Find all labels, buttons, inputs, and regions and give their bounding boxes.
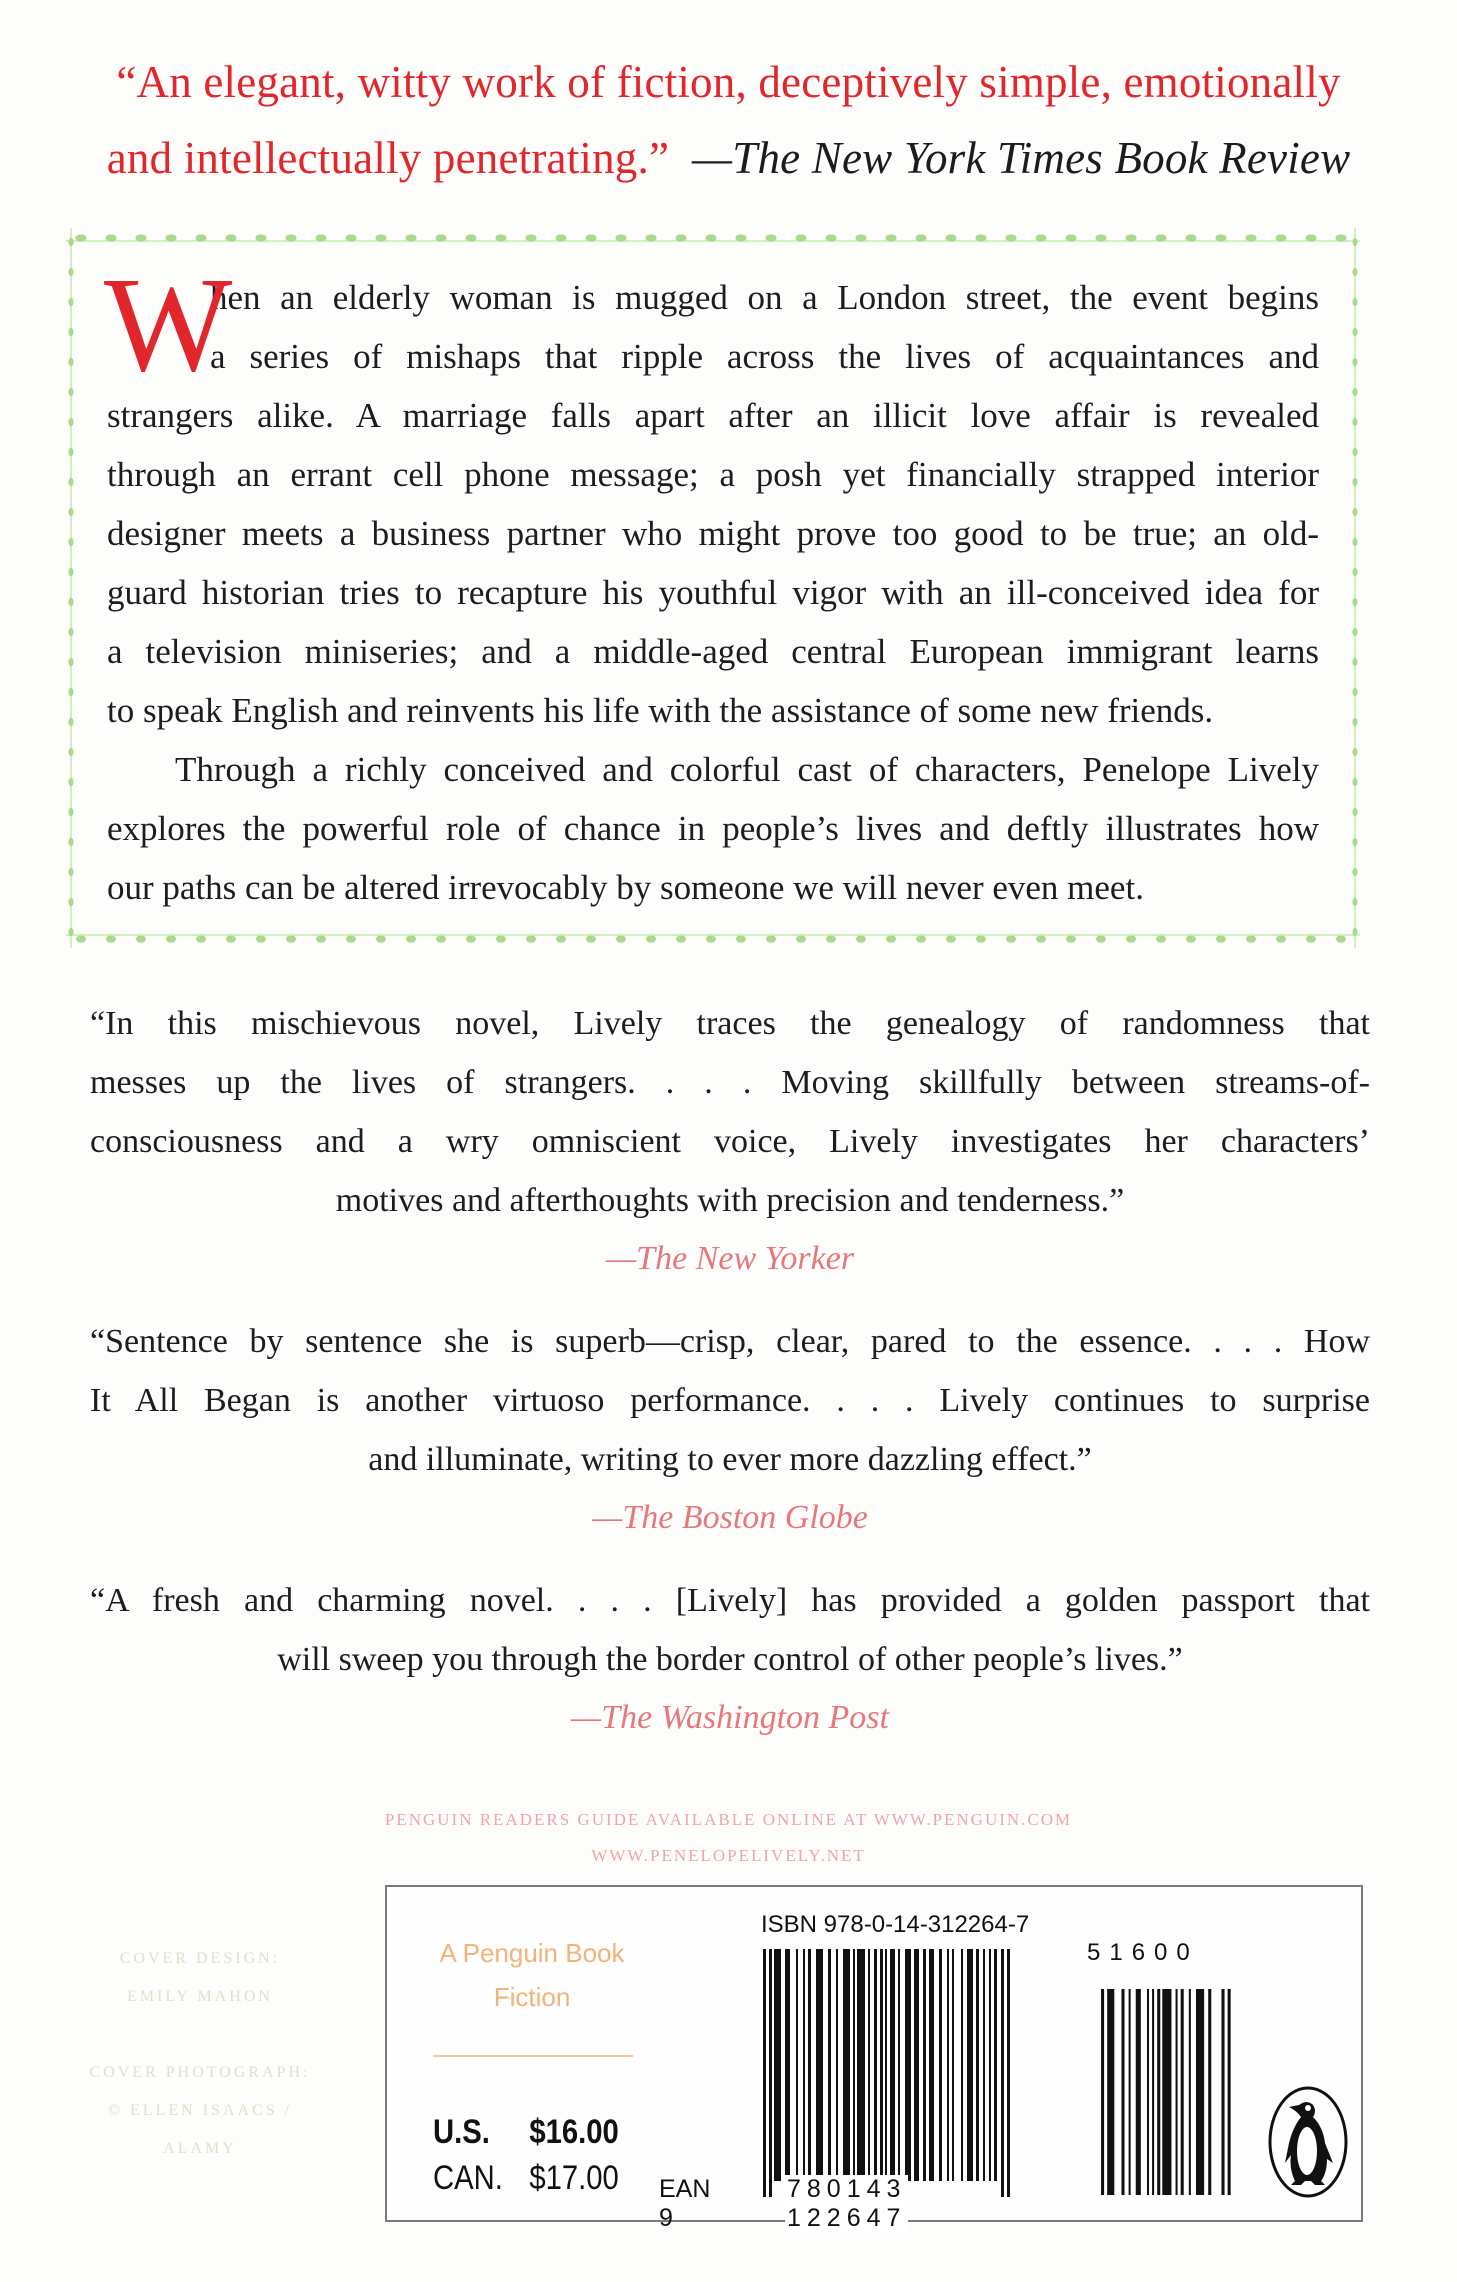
price-list	[433, 2109, 619, 2201]
headline-line-1: “An elegant, witty work of fiction, deceptively simple, emotionally	[116, 57, 1341, 107]
review-line: messes up the lives of strangers. . . . Moving skillfully between streams-of-	[90, 1064, 1370, 1101]
review-attribution: —The Boston Globe	[592, 1499, 868, 1536]
penguin-logo-icon	[1267, 2085, 1349, 2199]
synopsis-line: to speak English and reinvents his life with the assistance of some new friends.	[107, 691, 1214, 730]
synopsis-line: a series of mishaps that ripple across the lives of acquaintances and	[210, 337, 1319, 376]
headline-quote	[0, 44, 1457, 196]
review-new-yorker	[90, 994, 1370, 1287]
divider	[433, 2055, 633, 2057]
reviews	[90, 994, 1370, 1746]
genre-line: Fiction	[493, 1982, 571, 2012]
cover-design-label: COVER DESIGN:	[119, 1950, 281, 1967]
drop-cap: W	[104, 250, 233, 400]
synopsis-line: a television miniseries; and a middle-aged central European immigrant learns	[107, 632, 1319, 671]
price-us	[433, 2109, 619, 2155]
frame-left-border	[66, 228, 76, 948]
review-line: motives and afterthoughts with precision and tenderness.”	[335, 1182, 1125, 1219]
review-line: “A fresh and charming novel. . . . [Lively] has provided a golden passport that	[90, 1582, 1370, 1619]
website-links	[0, 1802, 1457, 1874]
isbn-number: ISBN 978-0-14-312264-7	[761, 1911, 1030, 1938]
ean-digits: 780143 122647	[787, 2175, 907, 2232]
cover-design-name: EMILY MAHON	[127, 1988, 273, 2005]
frame-top-border	[66, 228, 1360, 242]
headline-attribution: —The New York Times Book Review	[692, 133, 1351, 183]
price-value: $16.00	[529, 2113, 619, 2151]
synopsis-line: hen an elderly woman is mugged on a London street, the event begins	[210, 278, 1319, 317]
author-website-url: WWW.PENELOPELIVELY.NET	[591, 1846, 866, 1865]
publisher-line: A Penguin Book	[439, 1938, 625, 1968]
review-line: will sweep you through the border control of other people’s lives.”	[277, 1641, 1183, 1678]
synopsis-line: our paths can be altered irrevocably by someone we will never even meet.	[107, 868, 1144, 907]
cover-photo-agency: ALAMY	[163, 2140, 237, 2157]
review-attribution: —The Washington Post	[570, 1699, 889, 1736]
review-washington-post	[90, 1571, 1370, 1746]
headline-line-2	[0, 120, 1457, 196]
cover-photo-label: COVER PHOTOGRAPH:	[89, 2064, 311, 2081]
price-region: U.S.	[433, 2113, 490, 2151]
synopsis-line: strangers alike. A marriage falls apart after an illicit love affair is revealed	[107, 396, 1319, 435]
headline-quote-end: and intellectually penetrating.”	[106, 133, 670, 183]
price-region: CAN.	[433, 2159, 503, 2197]
cover-photo-name: © ELLEN ISAACS /	[107, 2102, 293, 2119]
barcode-addon-icon	[1099, 1989, 1247, 2195]
price-value: $17.00	[529, 2159, 619, 2197]
review-attribution: —The New Yorker	[605, 1240, 855, 1277]
cover-credits	[30, 1940, 370, 2168]
barcode-main-icon	[761, 1949, 1061, 2197]
synopsis-line: through an errant cell phone message; a posh yet financially strapped interior	[107, 455, 1319, 494]
frame-bottom-border	[66, 934, 1360, 948]
barcode-box	[385, 1885, 1363, 2232]
synopsis	[104, 250, 1319, 917]
review-line: consciousness and a wry omniscient voice, Lively investigates her characters’	[90, 1123, 1370, 1160]
review-line: “Sentence by sentence she is superb—crisp, clear, pared to the essence. . . . How	[90, 1323, 1370, 1360]
readers-guide-url: PENGUIN READERS GUIDE AVAILABLE ONLINE AT WWW.PENGUIN.COM	[384, 1810, 1073, 1829]
review-line: “In this mischievous novel, Lively traces the genealogy of randomness that	[90, 1005, 1370, 1042]
price-can	[433, 2155, 619, 2201]
synopsis-line: Through a richly conceived and colorful cast of characters, Penelope Lively	[175, 750, 1319, 789]
review-boston-globe	[90, 1312, 1370, 1546]
review-line: It All Began is another virtuoso performance. . . . Lively continues to surprise	[90, 1382, 1370, 1419]
addon-price-code: 51600	[1087, 1939, 1199, 1966]
review-line: and illuminate, writing to ever more dazzling effect.”	[368, 1441, 1092, 1478]
publisher-label	[427, 1931, 637, 2019]
synopsis-line: guard historian tries to recapture his youthful vigor with an ill-conceived idea for	[107, 573, 1319, 612]
spacer	[30, 2016, 370, 2054]
frame-right-border	[1350, 228, 1360, 948]
ean-label: EAN 9	[659, 2175, 711, 2232]
synopsis-line: designer meets a business partner who might prove too good to be true; an old-	[107, 514, 1319, 553]
synopsis-line: explores the powerful role of chance in people’s lives and deftly illustrates how	[107, 809, 1319, 848]
